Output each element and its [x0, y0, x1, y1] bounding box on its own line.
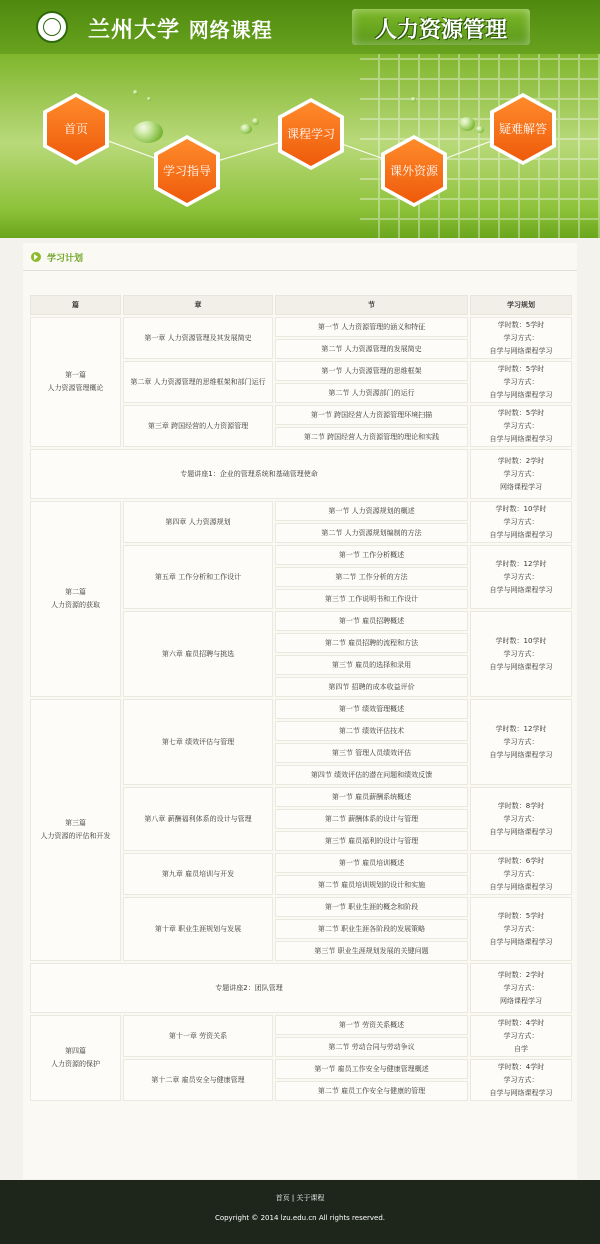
section-link[interactable]: 第三节 雇员的选择和录用 — [275, 655, 468, 675]
lecture-title[interactable]: 专题讲座2：团队管理 — [30, 963, 468, 1013]
part-cell — [30, 317, 121, 447]
text-line: 自学与网络课程学习 — [489, 662, 553, 671]
text-line: 学习方式： — [503, 924, 539, 933]
study-plan-cell — [470, 405, 572, 447]
chapter-cell[interactable]: 第五章 工作分析和工作设计 — [123, 545, 273, 609]
text-line: 学时数：4学时 — [497, 1018, 545, 1027]
chapter-cell[interactable]: 第二章 人力资源管理的思维框架和部门运行 — [123, 361, 273, 403]
text-line: 学习方式： — [503, 469, 539, 478]
section-link[interactable]: 第三节 雇员福利的设计与管理 — [275, 831, 468, 851]
brand-university: 兰州大学 — [88, 17, 181, 43]
text-line: 学习方式： — [503, 572, 539, 581]
section-link[interactable]: 第二节 劳动合同与劳动争议 — [275, 1037, 468, 1057]
part-title: 人力资源的保护 — [51, 1060, 100, 1068]
section-link[interactable]: 第三节 职业生涯规划发展的关键问题 — [275, 941, 468, 961]
nav-extra-resources-label: 课外资源 — [389, 164, 438, 178]
nav-course-study[interactable] — [278, 98, 344, 170]
text-line: 学时数：12学时 — [495, 724, 547, 733]
section-link[interactable]: 第一节 雇员薪酬系统概述 — [275, 787, 468, 807]
section-link[interactable]: 第二节 职业生涯各阶段的发展策略 — [275, 919, 468, 939]
header-banner — [0, 0, 600, 238]
part-name: 第一篇 — [65, 371, 86, 379]
text-line: 自学与网络课程学习 — [489, 585, 553, 594]
study-plan-cell — [470, 317, 572, 359]
text-line: 学时数：2学时 — [497, 970, 545, 979]
study-plan-cell — [470, 449, 572, 499]
study-plan-cell — [470, 545, 572, 609]
section-link[interactable]: 第四节 招聘的成本收益评价 — [275, 677, 468, 697]
section-link[interactable]: 第二节 绩效评估技术 — [275, 721, 468, 741]
text-line: 自学与网络课程学习 — [489, 827, 553, 836]
text-line: 学时数：4学时 — [497, 1062, 545, 1071]
table-row — [30, 699, 572, 719]
text-line: 自学与网络课程学习 — [489, 882, 553, 891]
chapter-cell[interactable]: 第四章 人力资源规划 — [123, 501, 273, 543]
text-line: 自学与网络课程学习 — [489, 346, 553, 355]
nav-course-study-label: 课程学习 — [286, 127, 335, 141]
footer-links — [0, 1193, 600, 1203]
section-link[interactable]: 第二节 跨国经营人力资源管理的理论和实践 — [275, 427, 468, 447]
section-link[interactable]: 第二节 工作分析的方法 — [275, 567, 468, 587]
section-link[interactable]: 第二节 雇员工作安全与健康的管理 — [275, 1081, 468, 1101]
text-line: 自学与网络课程学习 — [489, 390, 553, 399]
study-plan-cell — [470, 1059, 572, 1101]
section-link[interactable]: 第一节 人力资源管理的思维框架 — [275, 361, 468, 381]
section-link[interactable]: 第一节 人力资源管理的涵义和特征 — [275, 317, 468, 337]
section-link[interactable]: 第一节 雇员培训概述 — [275, 853, 468, 873]
section-link[interactable]: 第四节 绩效评估的潜在问题和绩效反馈 — [275, 765, 468, 785]
chapter-cell[interactable]: 第十一章 劳资关系 — [123, 1015, 273, 1057]
text-line: 学习方式： — [503, 983, 539, 992]
nav-study-guide[interactable] — [154, 135, 220, 207]
text-line: 学时数：5学时 — [497, 911, 545, 920]
copyright-text: Copyright © 2014 lzu.edu.cn All rights reserved. — [214, 1214, 386, 1222]
section-link[interactable]: 第三节 管理人员绩效评估 — [275, 743, 468, 763]
lecture-title[interactable]: 专题讲座1：企业的管理系统和基础管理使命 — [30, 449, 468, 499]
section-link[interactable]: 第一节 工作分析概述 — [275, 545, 468, 565]
text-line: 学时数：5学时 — [497, 320, 545, 329]
text-line: 网络课程学习 — [500, 996, 542, 1005]
text-line: 自学与网络课程学习 — [489, 937, 553, 946]
part-name: 第四篇 — [65, 1047, 86, 1055]
text-line: 自学与网络课程学习 — [489, 1088, 553, 1097]
study-plan-table — [28, 293, 574, 1103]
part-title: 人力资源管理概论 — [47, 384, 104, 392]
nav-home-label: 首页 — [63, 122, 88, 136]
text-line: 自学 — [514, 1044, 528, 1053]
section-title: 学习计划 — [47, 254, 84, 264]
section-link[interactable]: 第一节 职业生涯的概念和阶段 — [275, 897, 468, 917]
lecture-row — [30, 449, 572, 499]
part-name: 第三篇 — [65, 819, 86, 827]
section-link[interactable]: 第一节 人力资源规划的概述 — [275, 501, 468, 521]
study-plan-cell — [470, 699, 572, 785]
study-plan-cell — [470, 897, 572, 961]
text-line: 学习方式： — [503, 649, 539, 658]
table-row — [30, 501, 572, 521]
text-line: 学时数：8学时 — [497, 801, 545, 810]
header-part: 篇 — [30, 295, 121, 315]
study-plan-cell — [470, 501, 572, 543]
text-line: 学习方式： — [503, 1031, 539, 1040]
section-link[interactable]: 第一节 雇员工作安全与健康管理概述 — [275, 1059, 468, 1079]
table-row — [30, 317, 572, 337]
text-line: 学时数：10学时 — [495, 636, 547, 645]
text-line: 学时数：12学时 — [495, 559, 547, 568]
text-line: 学习方式： — [503, 421, 539, 430]
part-cell — [30, 501, 121, 697]
text-line: 学时数：5学时 — [497, 408, 545, 417]
part-name: 第二篇 — [65, 588, 86, 596]
section-link[interactable]: 第二节 人力资源管理的发展简史 — [275, 339, 468, 359]
nav-faq-label: 疑难解答 — [498, 122, 547, 136]
section-link[interactable]: 第二节 薪酬体系的设计与管理 — [275, 809, 468, 829]
chapter-cell[interactable]: 第三章 跨国经营的人力资源管理 — [123, 405, 273, 447]
chapter-cell[interactable]: 第十章 职业生涯规划与发展 — [123, 897, 273, 961]
arrow-circle-icon — [31, 252, 41, 262]
header-section: 节 — [275, 295, 468, 315]
text-line: 学时数：6学时 — [497, 856, 545, 865]
section-link[interactable]: 第一节 劳资关系概述 — [275, 1015, 468, 1035]
chapter-cell[interactable]: 第十二章 雇员安全与健康管理 — [123, 1059, 273, 1101]
chapter-cell[interactable]: 第七章 绩效评估与管理 — [123, 699, 273, 785]
text-line: 学习方式： — [503, 333, 539, 342]
table-header-row — [30, 295, 572, 315]
chapter-cell[interactable]: 第九章 雇员培训与开发 — [123, 853, 273, 895]
section-link[interactable]: 第二节 雇员招聘的流程和方法 — [275, 633, 468, 653]
text-line: 网络课程学习 — [500, 482, 542, 491]
header-study-plan: 学习规划 — [470, 295, 572, 315]
footer-separator: | — [291, 1194, 295, 1202]
text-line: 学习方式： — [503, 814, 539, 823]
study-plan-cell — [470, 611, 572, 697]
study-plan-cell — [470, 853, 572, 895]
chapter-cell[interactable]: 第八章 薪酬福利体系的设计与管理 — [123, 787, 273, 851]
section-link[interactable]: 第一节 雇员招聘概述 — [275, 611, 468, 631]
table-body — [30, 317, 572, 1101]
text-line: 学习方式： — [503, 869, 539, 878]
part-title: 人力资源的评估和开发 — [40, 832, 111, 840]
nav-study-guide-label: 学习指导 — [162, 164, 211, 178]
study-plan-cell — [470, 1015, 572, 1057]
text-line: 学时数：2学时 — [497, 456, 545, 465]
text-line: 学习方式： — [503, 737, 539, 746]
header-chapter: 章 — [123, 295, 273, 315]
text-line: 学习方式： — [503, 1075, 539, 1084]
text-line: 学时数：10学时 — [495, 504, 547, 513]
footer-home-link[interactable]: 首页 — [275, 1194, 290, 1202]
footer — [0, 1180, 600, 1244]
nav-extra-resources[interactable] — [381, 135, 447, 207]
course-title: 人力资源管理 — [374, 18, 507, 43]
text-line: 学习方式： — [503, 377, 539, 386]
section-link[interactable]: 第一节 跨国经营人力资源管理环境扫描 — [275, 405, 468, 425]
text-line: 学时数：5学时 — [497, 364, 545, 373]
section-link[interactable]: 第二节 雇员培训规划的设计和实施 — [275, 875, 468, 895]
study-plan-cell — [470, 361, 572, 403]
part-title: 人力资源的获取 — [51, 601, 100, 609]
brand-network-course: 网络课程 — [188, 18, 273, 42]
text-line: 自学与网络课程学习 — [489, 530, 553, 539]
main-content — [23, 243, 577, 1179]
chapter-cell[interactable]: 第六章 雇员招聘与挑选 — [123, 611, 273, 697]
section-header — [23, 243, 577, 271]
footer-about-link[interactable]: 关于课程 — [296, 1194, 325, 1202]
part-cell — [30, 1015, 121, 1101]
study-plan-cell — [470, 963, 572, 1013]
section-link[interactable]: 第一节 绩效管理概述 — [275, 699, 468, 719]
part-cell — [30, 699, 121, 961]
text-line: 学习方式： — [503, 517, 539, 526]
table-row — [30, 1015, 572, 1035]
section-link[interactable]: 第二节 人力资源部门的运行 — [275, 383, 468, 403]
text-line: 自学与网络课程学习 — [489, 434, 553, 443]
nav-faq[interactable] — [490, 93, 556, 165]
section-link[interactable]: 第二节 人力资源规划编制的方法 — [275, 523, 468, 543]
chapter-cell[interactable]: 第一章 人力资源管理及其发展简史 — [123, 317, 273, 359]
study-plan-cell — [470, 787, 572, 851]
lecture-row — [30, 963, 572, 1013]
text-line: 自学与网络课程学习 — [489, 750, 553, 759]
section-link[interactable]: 第三节 工作说明书和工作设计 — [275, 589, 468, 609]
nav-home[interactable] — [43, 93, 109, 165]
